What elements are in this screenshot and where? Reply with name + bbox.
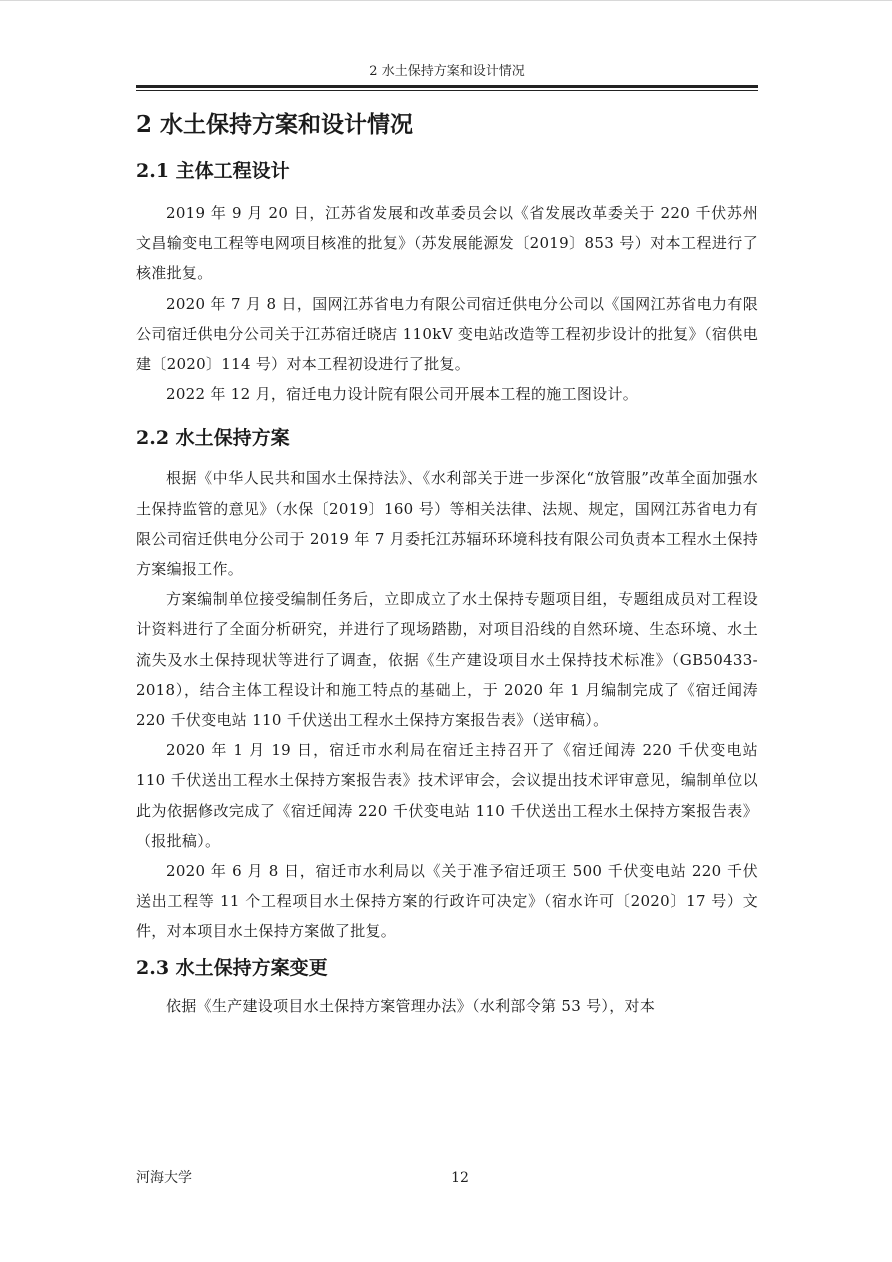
section-body-2-3 (136, 991, 758, 1021)
paragraph: 2020 年 1 月 19 日，宿迁市水利局在宿迁主持召开了《宿迁闻涛 220 千伏变电站 110 千伏送出工程水土保持方案报告表》技术评审会，会议提出技术评审意见，编制单位以此为依据修改完成了《宿迁闻涛 220 千伏变电站 110 千伏送出工程水土保持方案报告表》（报批稿）。 (136, 741, 758, 850)
paragraph: 依据《生产建设项目水土保持方案管理办法》（水利部令第 53 号），对本 (166, 996, 656, 1015)
page-top-border (0, 0, 892, 1)
section-body-2-2 (136, 463, 758, 946)
paragraph: 根据《中华人民共和国水土保持法》、《水利部关于进一步深化“放管服”改革全面加强水土保持监管的意见》（水保〔2019〕160 号）等相关法律、法规、规定，国网江苏省电力有限公司宿迁供电分公司于 2019 年 7 月委托江苏辐环环境科技有限公司负责本工程水土保持方案编报工作。 (136, 469, 758, 579)
paragraph: 2022 年 12 月，宿迁电力设计院有限公司开展本工程的施工图设计。 (166, 385, 639, 404)
page-body (136, 100, 758, 1021)
paragraph: 2020 年 7 月 8 日，国网江苏省电力有限公司宿迁供电分公司以《国网江苏省电力有限公司宿迁供电分公司关于江苏宿迁晓店 110kV 变电站改造等工程初步设计的批复》（宿供电建〔2020〕114 号）对本工程初设进行了批复。 (136, 294, 758, 374)
header-rule-thin (136, 90, 758, 91)
header-rule-thick (136, 85, 758, 88)
chapter-title: 2 水土保持方案和设计情况 (136, 111, 414, 138)
page-number: 12 (451, 1170, 469, 1186)
paragraph: 2020 年 6 月 8 日，宿迁市水利局以《关于准予宿迁项王 500 千伏变电站 220 千伏送出工程等 11 个工程项目水土保持方案的行政许可决定》（宿水许可〔2020〕17 号）文件，对本项目水土保持方案做了批复。 (136, 862, 758, 941)
section-title-2-2: 2.2 水土保持方案 (136, 427, 290, 450)
footer-institution: 河海大学 (136, 1170, 192, 1186)
paragraph: 2019 年 9 月 20 日，江苏省发展和改革委员会以《省发展改革委关于 220 千伏苏州文昌输变电工程等电网项目核准的批复》（苏发展能源发〔2019〕853 号）对本工程进行了核准批复。 (136, 204, 758, 283)
section-title-2-3: 2.3 水土保持方案变更 (136, 956, 328, 979)
running-header: 2 水土保持方案和设计情况 (369, 64, 525, 79)
section-body-2-1 (136, 198, 758, 409)
paragraph: 方案编制单位接受编制任务后，立即成立了水土保持专题项目组，专题组成员对工程设计资料进行了全面分析研究，并进行了现场踏勘，对项目沿线的自然环境、生态环境、水土流失及水土保持现状等进行了调查，依据《生产建设项目水土保持技术标准》（GB50433-2018），结合主体工程设计和施工特点的基础上，于 2020 年 1 月编制完成了《宿迁闻涛 220 千伏变电站 110 千伏送出工程水土保持方案报告表》（送审稿）。 (136, 590, 758, 730)
section-title-2-1: 2.1 主体工程设计 (136, 160, 290, 182)
